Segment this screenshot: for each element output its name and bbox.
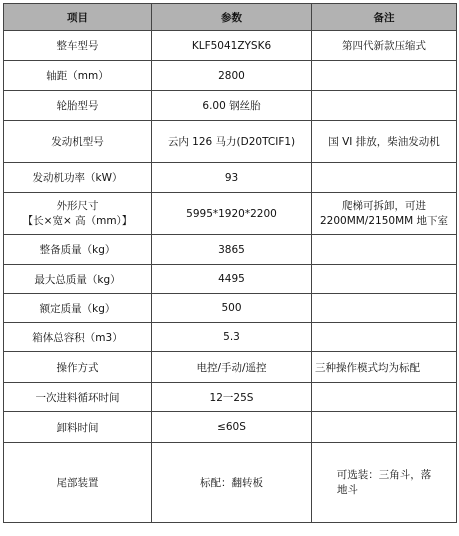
table-row <box>4 412 457 443</box>
row-param: 3865 <box>152 235 312 265</box>
row-param: 4495 <box>152 265 312 294</box>
row-note <box>312 163 457 193</box>
row-param: 电控/手动/遥控 <box>152 352 312 383</box>
row-item: 发动机功率（kW） <box>4 163 152 193</box>
table-row <box>4 323 457 352</box>
row-item: 卸料时间 <box>4 412 152 443</box>
row-item: 最大总质量（kg） <box>4 265 152 294</box>
table-row <box>4 193 457 235</box>
row-item: 一次进料循环时间 <box>4 383 152 412</box>
table-row <box>4 91 457 121</box>
table-row <box>4 383 457 412</box>
header-note: 备注 <box>312 4 457 31</box>
row-item: 发动机型号 <box>4 121 152 163</box>
table-row <box>4 61 457 91</box>
row-param: 93 <box>152 163 312 193</box>
row-note: 国 VI 排放，柴油发动机 <box>312 121 457 163</box>
row-item: 操作方式 <box>4 352 152 383</box>
item-line1: 外形尺寸 <box>56 200 99 213</box>
table-row <box>4 235 457 265</box>
row-param: KLF5041ZYSK6 <box>152 31 312 61</box>
row-note <box>312 323 457 352</box>
note-line2: 2200MM/2150MM 地下室 <box>319 214 449 227</box>
row-item: 轮胎型号 <box>4 91 152 121</box>
table-row <box>4 352 457 383</box>
row-note <box>312 193 457 235</box>
row-item <box>4 193 152 235</box>
row-param: 6.00 钢丝胎 <box>152 91 312 121</box>
table-header-row <box>4 4 457 31</box>
item-line2: 【长×宽× 高（mm）】 <box>22 214 133 227</box>
header-param: 参数 <box>152 4 312 31</box>
row-param: 12一25S <box>152 383 312 412</box>
row-param: 5995*1920*2200 <box>152 193 312 235</box>
row-note: 第四代新款压缩式 <box>312 31 457 61</box>
table-row <box>4 443 457 523</box>
row-note <box>312 443 457 523</box>
row-param: ≤60S <box>152 412 312 443</box>
table-row <box>4 121 457 163</box>
row-note <box>312 294 457 323</box>
row-item: 整备质量（kg） <box>4 235 152 265</box>
row-note <box>312 383 457 412</box>
row-item: 额定质量（kg） <box>4 294 152 323</box>
note-line2: 地斗 <box>337 483 358 496</box>
note-line1: 爬梯可拆卸，可进 <box>342 200 426 213</box>
table-row <box>4 31 457 61</box>
row-param: 500 <box>152 294 312 323</box>
row-item: 整车型号 <box>4 31 152 61</box>
table-row <box>4 163 457 193</box>
row-note <box>312 265 457 294</box>
note-line1: 可选装：三角斗，落 <box>336 469 432 482</box>
row-item: 轴距（mm） <box>4 61 152 91</box>
row-note: 三种操作模式均为标配 <box>312 352 457 383</box>
row-note <box>312 235 457 265</box>
table-row <box>4 294 457 323</box>
row-item: 尾部装置 <box>4 443 152 523</box>
row-param: 云内 126 马力(D20TCIF1) <box>152 121 312 163</box>
row-note <box>312 412 457 443</box>
row-note <box>312 61 457 91</box>
table-row <box>4 265 457 294</box>
row-note <box>312 91 457 121</box>
row-item: 箱体总容积（m3） <box>4 323 152 352</box>
header-item: 项目 <box>4 4 152 31</box>
spec-table <box>3 3 457 523</box>
row-param: 5.3 <box>152 323 312 352</box>
row-param: 标配：翻转板 <box>152 443 312 523</box>
row-param: 2800 <box>152 61 312 91</box>
